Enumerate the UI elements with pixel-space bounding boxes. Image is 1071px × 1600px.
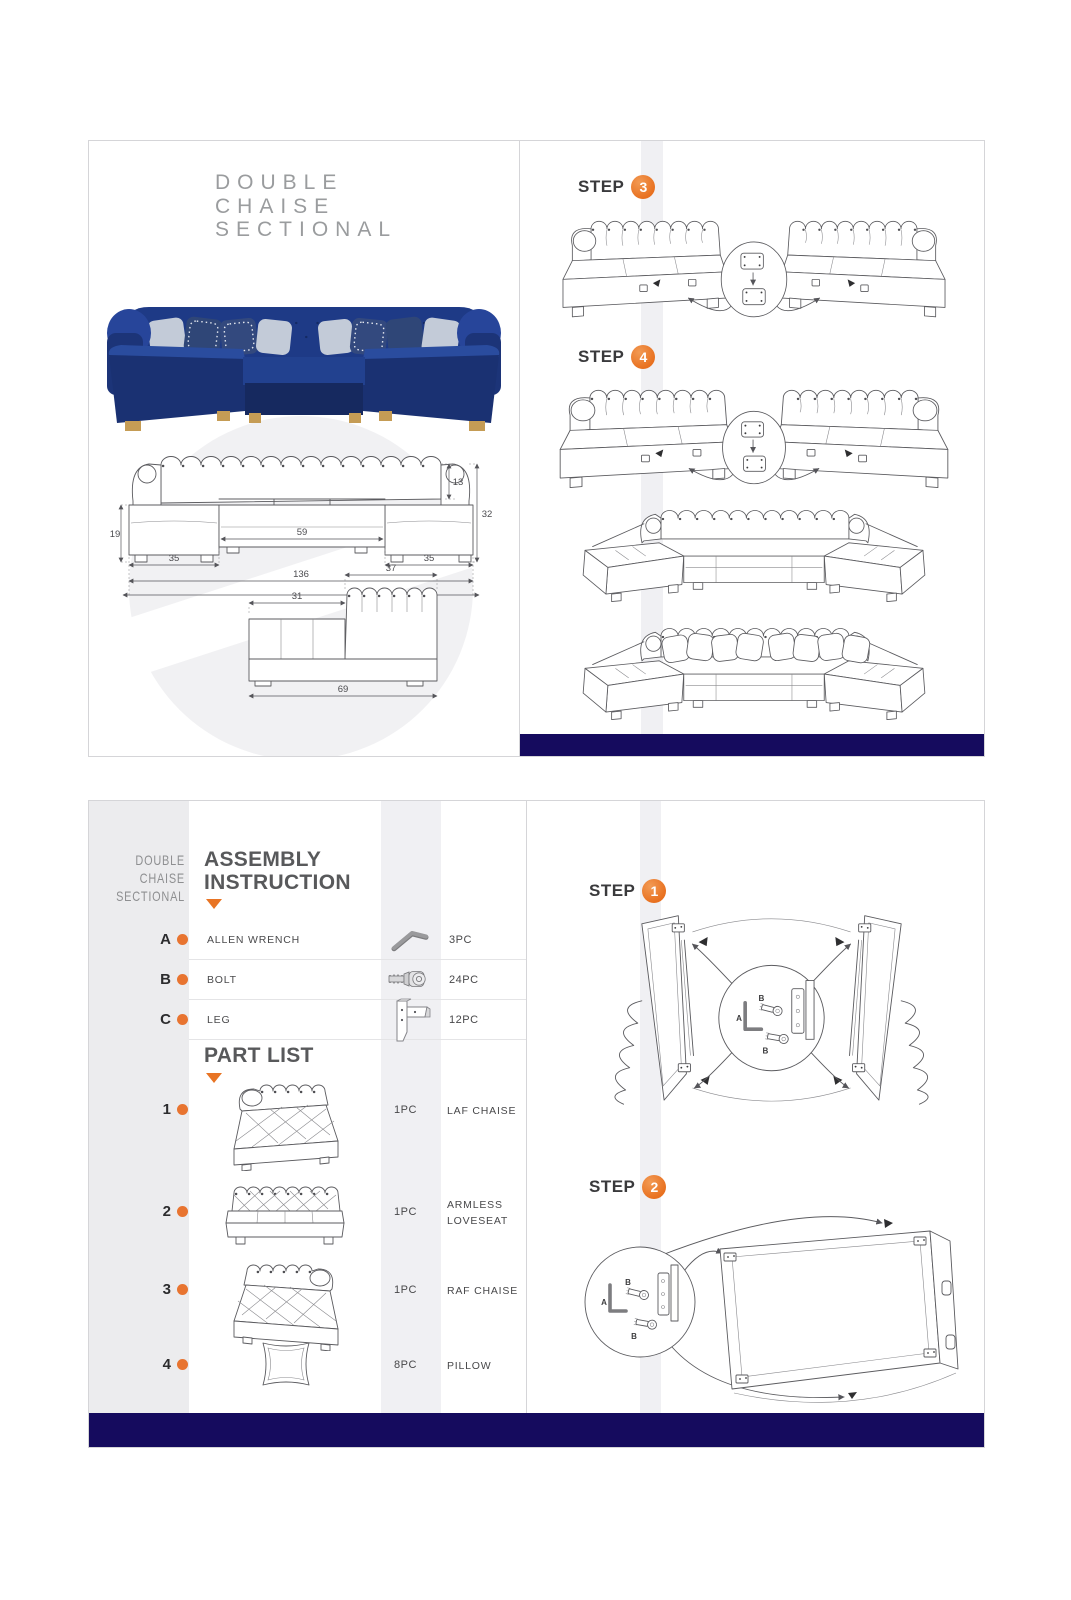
- step3-diagram: [548, 207, 960, 333]
- hardware-qty-b: 24PC: [449, 974, 479, 986]
- armless-loveseat-drawing: [219, 1177, 351, 1249]
- part-num-2: 2: [162, 1203, 171, 1220]
- hardware-dot-a: [177, 934, 188, 945]
- row-separator: [189, 999, 526, 1000]
- dim-seat-depth: 31: [291, 591, 303, 602]
- assembled-sectional-with-pillows-drawing: [572, 619, 936, 731]
- step3-word: STEP: [578, 177, 625, 196]
- dim-seat-height: 19: [109, 529, 121, 540]
- sidebar-brand: [113, 851, 185, 906]
- page1-footer-bar: [520, 734, 984, 756]
- part-dot-2: [177, 1206, 188, 1217]
- part-name-4: PILLOW: [447, 1360, 492, 1372]
- part-qty-1: 1PC: [394, 1104, 417, 1116]
- sidebar-brand-line-1: DOUBLE: [135, 852, 185, 868]
- hardware-name-b: BOLT: [207, 974, 237, 986]
- step3-label: [578, 175, 655, 199]
- hardware-name-c: LEG: [207, 1014, 231, 1026]
- page2-footer-bar: [89, 1413, 984, 1447]
- dim-back-width: 37: [385, 563, 397, 574]
- step4-label: [578, 345, 655, 369]
- part-qty-4: 8PC: [394, 1359, 417, 1371]
- assembled-sectional-drawing: [572, 501, 936, 613]
- sofa-photo: [97, 291, 511, 439]
- page-2: [88, 800, 985, 1448]
- hardware-dot-c: [177, 1014, 188, 1025]
- part-num-1: 1: [162, 1101, 171, 1118]
- step1-label: [589, 879, 666, 903]
- part-list-triangle: [206, 1073, 222, 1083]
- part-name-2: ARMLESS LOVESEAT: [447, 1199, 509, 1227]
- left-arm-panel: [615, 916, 710, 1104]
- bolt-icon: [385, 968, 435, 990]
- step1-bolt-bottom-label: B: [762, 1046, 769, 1056]
- hardware-dot-b: [177, 974, 188, 985]
- hardware-key-c: C: [160, 1011, 171, 1028]
- dim-overall-height: 32: [481, 509, 493, 520]
- step2-word: STEP: [589, 1177, 636, 1196]
- step2-diagram: [551, 1197, 963, 1409]
- assembly-instruction-heading: [204, 849, 351, 894]
- row-separator: [189, 1039, 526, 1040]
- page-1: [88, 140, 985, 757]
- frame-body: [720, 1219, 958, 1402]
- part-qty-3: 1PC: [394, 1284, 417, 1296]
- title-line-1: DOUBLE: [215, 171, 344, 194]
- step1-word: STEP: [589, 881, 636, 900]
- step1-number-badge: 1: [642, 879, 666, 903]
- row-separator: [189, 959, 526, 960]
- part-name-1: LAF CHAISE: [447, 1105, 517, 1117]
- assembly-heading-line-1: ASSEMBLY: [204, 848, 322, 871]
- dim-right-chaise-width: 35: [423, 553, 435, 564]
- step1-diagram: [579, 901, 964, 1127]
- laf-chaise-drawing: [225, 1079, 347, 1171]
- right-arm-panel: [833, 916, 928, 1104]
- hardware-key-a: A: [160, 931, 171, 948]
- product-title: [215, 171, 397, 242]
- step2-label: [589, 1175, 666, 1199]
- hardware-qty-a: 3PC: [449, 934, 472, 946]
- part-num-3: 3: [162, 1281, 171, 1298]
- side-dimension-drawing: [241, 563, 451, 705]
- sidebar-brand-line-2: CHAISE: [139, 870, 185, 887]
- step4-number-badge: 4: [631, 345, 655, 369]
- part-list-heading: PART LIST: [204, 1044, 314, 1067]
- page1-left-panel: [89, 141, 519, 756]
- hardware-name-a: ALLEN WRENCH: [207, 934, 301, 946]
- allen-wrench-icon: [387, 923, 433, 953]
- dim-back-height: 13: [452, 477, 464, 488]
- step4-diagram: [544, 377, 964, 499]
- part-dot-4: [177, 1359, 188, 1370]
- page2-divider: [526, 801, 527, 1415]
- center-base: [245, 383, 363, 415]
- step4-word: STEP: [578, 347, 625, 366]
- step2-bolt-bottom-label: B: [631, 1332, 637, 1341]
- step1-bolt-top-label: B: [758, 993, 765, 1003]
- step2-bolt-top-label: B: [625, 1278, 631, 1287]
- step1-wrench-label: A: [736, 1014, 743, 1024]
- pillow-drawing: [255, 1336, 317, 1392]
- title-line-3: SECTIONAL: [215, 218, 398, 242]
- assembly-heading-line-2: INSTRUCTION: [204, 870, 351, 894]
- step2-wrench-label: A: [601, 1298, 607, 1307]
- center-seat: [243, 357, 365, 385]
- dim-left-chaise-width: 35: [168, 553, 180, 564]
- dim-center-width: 59: [296, 527, 308, 538]
- part-dot-1: [177, 1104, 188, 1115]
- dim-overall-width: 136: [293, 569, 309, 580]
- step3-number-badge: 3: [631, 175, 655, 199]
- part-num-4: 4: [162, 1356, 171, 1373]
- part-name-3: RAF CHAISE: [447, 1285, 519, 1297]
- sidebar-brand-line-3: SECTIONAL: [116, 888, 185, 905]
- title-line-2: CHAISE: [215, 194, 336, 218]
- page1-right-panel: [520, 141, 984, 756]
- part-dot-3: [177, 1284, 188, 1295]
- assembly-heading-triangle: [206, 899, 222, 909]
- step2-number-badge: 2: [642, 1175, 666, 1199]
- dim-overall-depth: 69: [337, 684, 349, 695]
- hardware-qty-c: 12PC: [449, 1014, 479, 1026]
- part-qty-2: 1PC: [394, 1206, 417, 1218]
- hardware-key-b: B: [160, 971, 171, 988]
- leg-icon: [389, 997, 431, 1045]
